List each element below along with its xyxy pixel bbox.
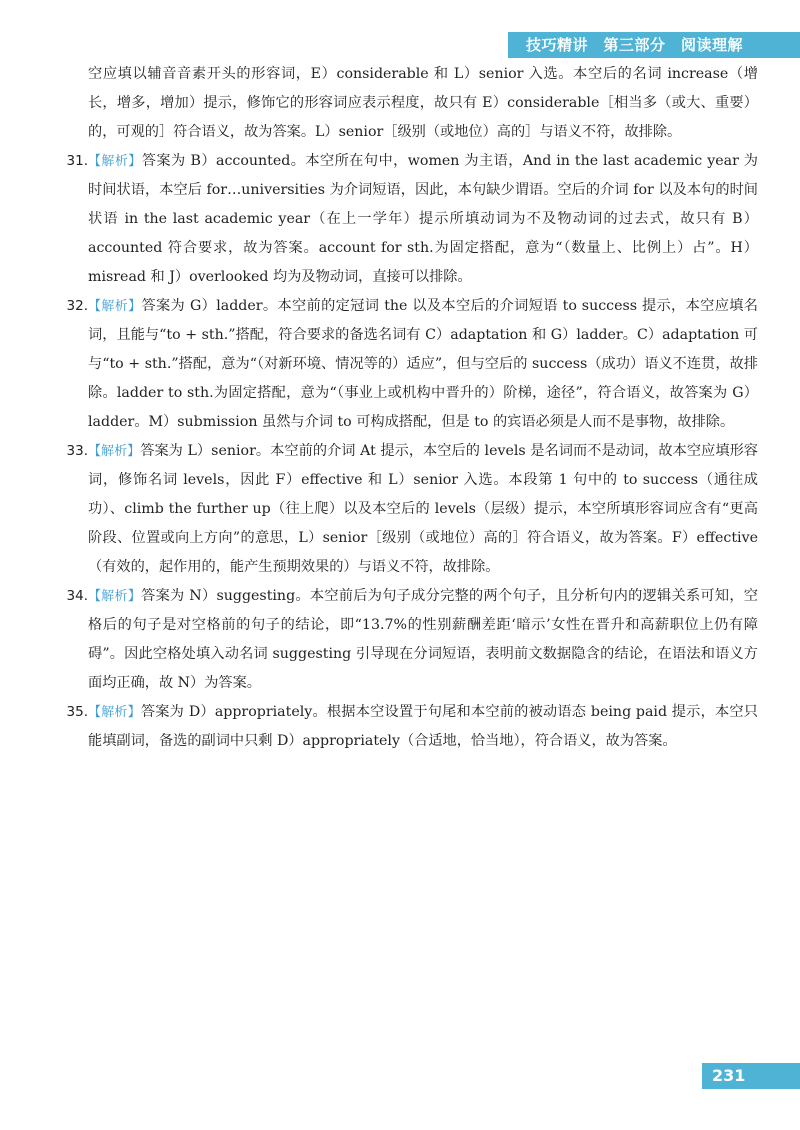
item-text: 答案为 D）appropriately。根据本空设置于句尾和本空前的被动语态 being paid 提示，本空只能填副词，备选的副词中只剩 D）appropriately（合适地，恰当地），符合语义，故为答案。 (88, 704, 758, 749)
item-text: 答案为 G）ladder。本空前的定冠词 the 以及本空后的介词短语 to success 提示，本空应填名词，且能与“to + sth.”搭配，符合要求的备选名词有 C）adaptation 和 G）ladder。C）adaptation 可与“to + sth.”搭配，意为“（对新环境、情况等的）适应”，但与空后的 success（成功）语义不连贯，故排除。ladder to sth.为固定搭配，意为“（事业上或机构中晋升的）阶梯，途径”，符合语义，故答案为 G）ladder。M）submission 虽然与介词 to 可构成搭配，但是 to 的宾语必须是人而不是事物，故排除。 (88, 298, 758, 430)
explanation-item-34 (58, 582, 758, 698)
analysis-tag: 【解析】 (88, 589, 142, 604)
explanation-item-32 (58, 292, 758, 437)
explanation-item-35 (58, 698, 758, 756)
item-number: 33. (66, 443, 88, 459)
item-text: 答案为 N）suggesting。本空前后为句子成分完整的两个句子，且分析句内的逻辑关系可知，空格后的句子是对空格前的句子的结论，即“13.7%的性别薪酬差距‘暗示’女性在晋升和高薪职位上仍有障碍”。因此空格处填入动名词 suggesting 引导现在分词短语，表明前文数据隐含的结论，在语法和语义方面均正确，故 N）为答案。 (88, 588, 758, 691)
continuation-paragraph: 空应填以辅音音素开头的形容词，E）considerable 和 L）senior 入选。本空后的名词 increase（增长，增多，增加）提示，修饰它的形容词应表示程度，故只有 E）considerable［相当多（或大、重要）的，可观的］符合语义，故为答案。L）senior［级别（或地位）高的］与语义不符，故排除。 (88, 66, 758, 140)
item-number: 35. (66, 704, 88, 720)
item-text: 答案为 L）senior。本空前的介词 At 提示，本空后的 levels 是名词而不是动词，故本空应填形容词，修饰名词 levels，因此 F）effective 和 L）senior 入选。本段第 1 句中的 to success（通往成功）、climb the further up（往上爬）以及本空后的 levels（层级）提示，本空所填形容词应含有“更高阶段、位置或向上方向”的意思，L）senior［级别（或地位）高的］符合语义，故为答案。F）effective（有效的，起作用的，能产生预期效果的）与语义不符，故排除。 (88, 443, 758, 575)
item-number: 34. (66, 588, 88, 604)
item-text: 答案为 B）accounted。本空所在句中，women 为主语，And in the last academic year 为时间状语，本空后 for…universities 为介词短语，因此，本句缺少谓语。空后的介词 for 以及本句的时间状语 in the last academic year（在上一学年）提示所填动词为不及物动词的过去式，故只有 B）accounted 符合要求，故为答案。account for sth.为固定搭配，意为“（数量上、比例上）占”。H）misread 和 J）overlooked 均为及物动词，直接可以排除。 (88, 153, 758, 285)
analysis-tag: 【解析】 (88, 444, 141, 459)
explanation-item-33 (58, 437, 758, 582)
section-header: 技巧精讲 第三部分 阅读理解 (508, 32, 800, 58)
page-number: 231 (702, 1063, 800, 1089)
analysis-tag: 【解析】 (88, 299, 142, 314)
item-number: 32. (66, 298, 88, 314)
page-body (58, 60, 758, 756)
analysis-tag: 【解析】 (88, 705, 141, 720)
item-number: 31. (66, 153, 88, 169)
analysis-tag: 【解析】 (88, 154, 142, 169)
explanation-item-31 (58, 147, 758, 292)
